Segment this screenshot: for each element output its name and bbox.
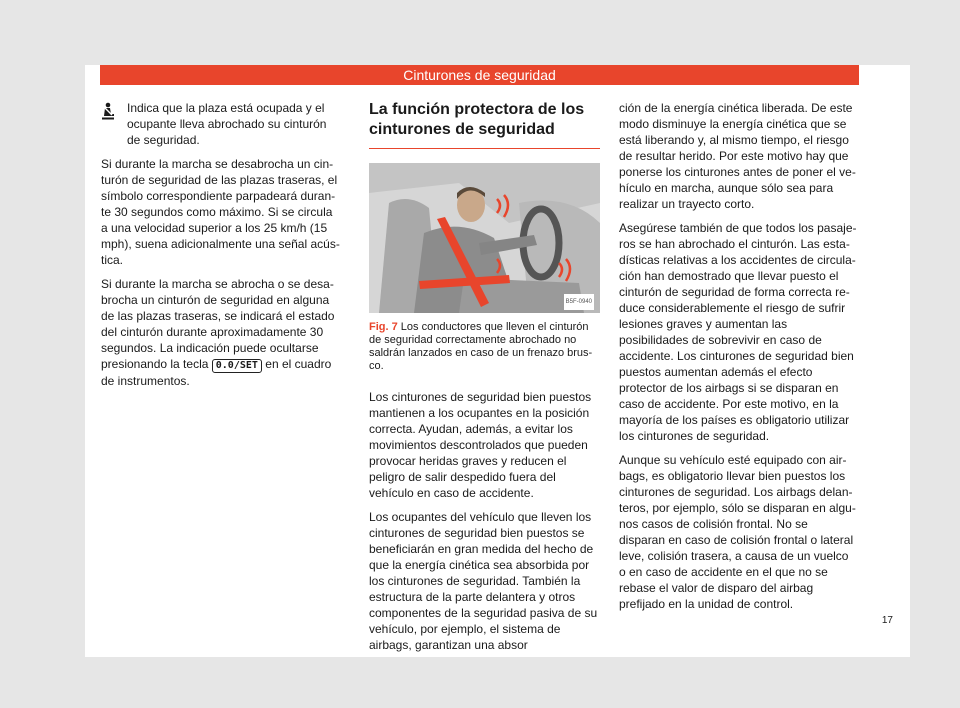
paragraph: Asegúrese también de que todos los pasajeros se han abrochado el cinturón. Las estadísticas relativas a los accidentes de circulación han demostrado que llevar puesto el cinturón de seguridad de forma correcta reduce considerablemente el riesgo de sufrir lesiones graves y aumentan las posibilidades de sobrevivir en caso de accidente. Los cinturones de seguridad bien puestos aumentan además el efecto protector de los airbags si se disparan en caso de accidente. Por este motivo, en la mayoría de los países es obligatorio utilizar los cinturones de seguridad. [619, 221, 857, 443]
paragraph-text: Si durante la marcha se abrocha o se desabrocha un cinturón de seguridad en alguna de las plazas traseras, se indicará el estado del cinturón durante aproximadamente 30 segundos. La indicación puede ocultarse presionando la tecla [101, 277, 335, 371]
section-title: La función protectora de los cinturones de seguridad [369, 100, 600, 149]
figure-caption [369, 321, 600, 373]
manual-page [85, 65, 910, 657]
paragraph: Si durante la marcha se desabrocha un cinturón de seguridad de las plazas traseras, el símbolo correspondiente parpadeará durante 30 segundos como máximo. Si se circula a una velocidad superior a los 25 km/h (15 mph), suena adicionalmente una señal acústica. [101, 157, 340, 267]
figure-caption-text: Los conductores que lleven el cinturón de seguridad correctamente abrochado no saldrán lanzados en caso de un frenazo brusco. [369, 321, 593, 372]
column-right [619, 100, 857, 620]
seatbelt-occupied-icon [101, 100, 127, 124]
figure-number: Fig. 7 [369, 321, 398, 333]
seatbelt-note-text: Indica que la plaza está ocupada y el ocupante lleva abrochado su cinturón de seguridad. [127, 101, 327, 147]
column-left [101, 100, 341, 397]
figure-driver-seatbelt [369, 163, 600, 313]
column-middle [369, 100, 600, 661]
paragraph-text: en el cuadro de instrumentos. [101, 357, 332, 388]
paragraph: Los cinturones de seguridad bien puestos mantienen a los ocupantes en la posición correcta. Ayudan, además, a evitar los movimientos descontrolados que pueden provocar heridas graves y reducen el peligro de salir despedido fuera del vehículo en caso de accidente. [369, 390, 592, 500]
driver-seatbelt-illustration [369, 163, 600, 313]
paragraph [101, 276, 341, 389]
set-key-label: 0.0/SET [212, 359, 262, 373]
paragraph: Los ocupantes del vehículo que lleven los cinturones de seguridad bien puestos se beneficiarán en gran medida del hecho de que la energía cinética sea absorbida por los cinturones de seguridad. También la estructura de la parte delantera y otros componentes de la seguridad pasiva de su vehículo, por ejemplo, el sistema de airbags, garantizan una absor [369, 510, 598, 652]
page-number: 17 [881, 615, 893, 626]
seatbelt-note [101, 100, 341, 148]
paragraph: ción de la energía cinética liberada. De este modo disminuye la energía cinética que se está liberando y, al mismo tiempo, el riesgo de resultar herido. Por este motivo hay que ponerse los cinturones antes de poner el vehículo en marcha, aunque sólo sea para realizar un trayecto corto. [619, 101, 856, 211]
paragraph: Aunque su vehículo esté equipado con airbags, es obligatorio llevar bien puestos los cinturones de seguridad. Los airbags delanteros, por ejemplo, sólo se disparan en algunos casos de colisión frontal. No se disparan en caso de colisión frontal o lateral leve, colisión trasera, a causa de un vuelco o en caso de accidente en el que no se rebase el valor de disparo del airbag prefijado en la unidad de control. [619, 453, 856, 611]
figure-code: B5F-0940 [564, 294, 594, 310]
section-header: Cinturones de seguridad [100, 65, 859, 85]
